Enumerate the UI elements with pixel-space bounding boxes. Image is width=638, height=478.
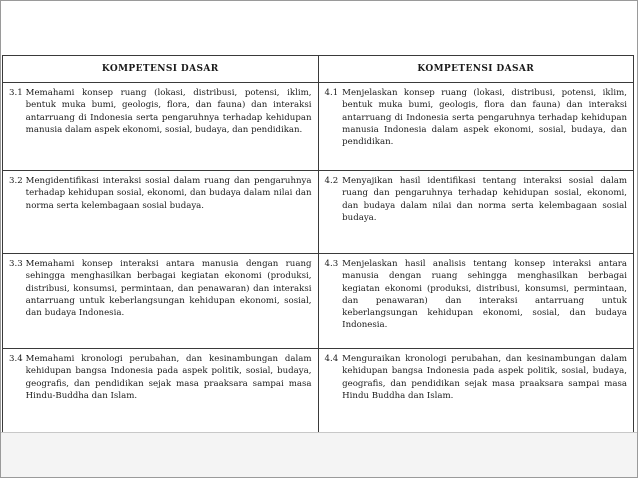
kd-text: Memahami konsep interaksi antara manusia dengan ruang sehingga menghasilkan berbagai kegiatan ekonomi (produksi, distribusi, konsumsi, permintaan, dan penawaran) dan interaksi antarruang untuk keberlangsungan kehidupan ekonomi, sosial, dan budaya Indonesia. — [25, 259, 312, 319]
table-header-row — [3, 56, 634, 83]
kd-number: 4.2 — [324, 176, 339, 186]
kd-text: Menyajikan hasil identifikasi tentang interaksi sosial dalam ruang dan pengaruhnya terhadap kehidupan sosial, ekonomi, dan budaya dalam nilai dan norma serta kelembagaan sosial budaya. — [342, 176, 627, 223]
kd-number: 4.3 — [324, 259, 339, 269]
kd-text: Mengidentifikasi interaksi sosial dalam ruang dan pengaruhnya terhadap kehidupan sosial, ekonomi, dan budaya dalam nilai dan norma serta kelembagaan sosial budaya. — [25, 176, 312, 211]
kd-cell-left — [3, 171, 319, 254]
kd-text: Menjelaskan hasil analisis tentang konsep interaksi antara manusia dengan ruang sehingga menghasilkan berbagai kegiatan ekonomi (produksi, distribusi, konsumsi, permintaan, dan penawaran) dan interaksi antarruang untuk keberlangsungan kehidupan ekonomi, sosial, dan budaya Indonesia. — [342, 259, 627, 331]
kd-number: 3.3 — [9, 259, 23, 269]
table-row — [3, 83, 634, 171]
kd-text: Memahami konsep ruang (lokasi, distribusi, potensi, iklim, bentuk muka bumi, geologis, flora, dan fauna) dan interaksi antarruang di Indonesia serta pengaruhnya terhadap kehidupan manusia dalam aspek ekonomi, sosial, budaya, dan pendidikan. — [25, 88, 312, 135]
kompetensi-table — [2, 55, 634, 434]
slide-footer-band — [1, 432, 637, 477]
kd-text: Menjelaskan konsep ruang (lokasi, distribusi, potensi, iklim, bentuk muka bumi, geologis, flora dan fauna) dan interaksi antarruang di Indonesia serta pengaruhnya terhadap kehidupan manusia Indonesia dalam aspek ekonomi, sosial, budaya, dan pendidikan. — [342, 88, 627, 148]
kd-cell-right — [318, 171, 634, 254]
table-row — [3, 349, 634, 434]
kd-cell-right — [318, 83, 634, 171]
kd-cell-left — [3, 349, 319, 434]
table-row — [3, 254, 634, 349]
header-right: KOMPETENSI DASAR — [318, 56, 634, 83]
kd-number: 3.4 — [9, 354, 23, 364]
kd-cell-right — [318, 254, 634, 349]
kd-number: 3.1 — [9, 88, 23, 98]
kd-number: 4.1 — [324, 88, 339, 98]
table-row — [3, 171, 634, 254]
kd-number: 4.4 — [324, 354, 339, 364]
kd-cell-right — [318, 349, 634, 434]
kd-text: Menguraikan kronologi perubahan, dan kesinambungan dalam kehidupan bangsa Indonesia pada aspek politik, sosial, budaya, geografis, dan pendidikan sejak masa praaksara sampai masa Hindu Buddha dan Islam. — [342, 354, 627, 401]
kd-cell-left — [3, 254, 319, 349]
kd-cell-left — [3, 83, 319, 171]
header-left: KOMPETENSI DASAR — [3, 56, 319, 83]
kd-number: 3.2 — [9, 176, 23, 186]
kd-text: Memahami kronologi perubahan, dan kesinambungan dalam kehidupan bangsa Indonesia pada aspek politik, sosial, budaya, geografis, dan pendidikan sejak masa praaksara sampai masa Hindu-Buddha dan Islam. — [25, 354, 312, 401]
